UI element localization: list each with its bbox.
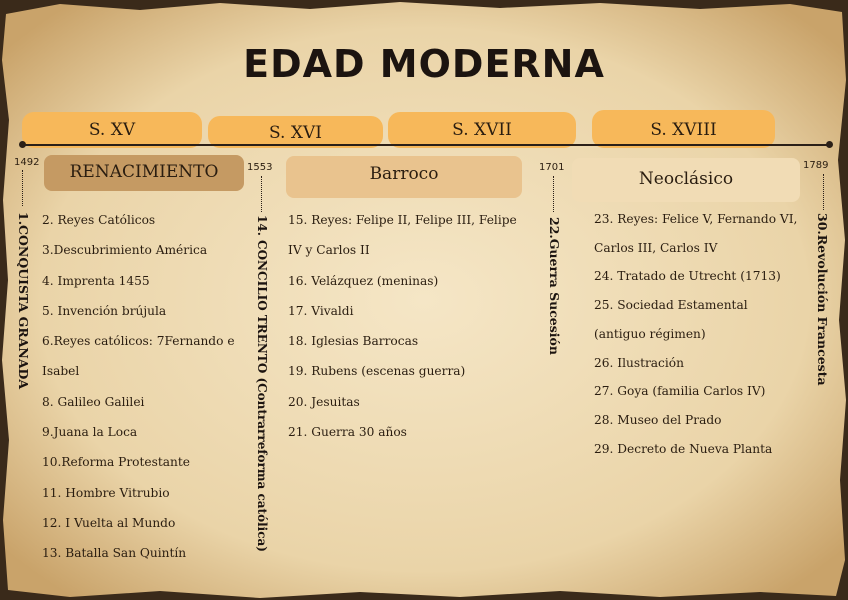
renacimiento-list <box>42 205 252 569</box>
century-label: S. XV <box>88 120 136 140</box>
period-barroco <box>286 156 522 198</box>
list-item: 12. I Vuelta al Mundo <box>42 515 176 530</box>
century-label: S. XVIII <box>650 120 717 140</box>
milestone-guerra-sucesion: 22.Guerra Sucesión <box>547 217 562 355</box>
year-label: 1492 <box>14 157 40 168</box>
century-band-xvii <box>388 112 576 148</box>
list-item: 18. Iglesias Barrocas <box>288 334 419 349</box>
list-item: IV y Carlos II <box>288 243 370 258</box>
list-item: 16. Velázquez (meninas) <box>288 273 439 288</box>
timeline-point <box>19 141 26 148</box>
century-band-xviii <box>592 110 775 148</box>
milestone-line <box>823 174 824 210</box>
list-item: (antiguo régimen) <box>594 326 706 341</box>
period-neoclasico <box>572 158 800 202</box>
list-item: 4. Imprenta 1455 <box>42 273 150 288</box>
milestone-line <box>553 176 554 212</box>
period-renacimiento <box>44 155 244 191</box>
century-label: S. XVI <box>269 123 322 143</box>
milestone-line <box>261 176 262 212</box>
milestone-conquista-granada: 1.CONQUISTA GRANADA <box>16 212 31 390</box>
list-item: 20. Jesuitas <box>288 394 360 409</box>
list-item: 28. Museo del Prado <box>594 412 722 427</box>
period-label: Barroco <box>369 164 439 184</box>
timeline-point <box>826 141 833 148</box>
list-item: 21. Guerra 30 años <box>288 425 407 440</box>
list-item: 25. Sociedad Estamental <box>594 298 748 313</box>
list-item: 29. Decreto de Nueva Planta <box>594 441 773 456</box>
year-label: 1789 <box>803 160 829 171</box>
milestone-revolucion-francesa: 30.Revolución Francesta <box>815 213 830 386</box>
timeline-axis <box>22 144 832 146</box>
list-item: 19. Rubens (escenas guerra) <box>288 364 466 379</box>
list-item: 27. Goya (familia Carlos IV) <box>594 384 766 399</box>
list-item: 23. Reyes: Felice V, Fernando VI, <box>594 212 798 226</box>
year-label: 1553 <box>247 162 273 173</box>
list-item: 24. Tratado de Utrecht (1713) <box>594 269 781 284</box>
list-item: 26. Ilustración <box>594 355 684 370</box>
list-item: Isabel <box>42 364 80 379</box>
list-item: 6.Reyes católicos: 7Fernando e <box>42 334 235 349</box>
year-label: 1701 <box>539 162 565 173</box>
list-item: 13. Batalla San Quintín <box>42 546 187 561</box>
century-label: S. XVII <box>452 120 512 140</box>
barroco-list <box>288 205 538 447</box>
list-item: 10.Reforma Protestante <box>42 455 190 470</box>
list-item: 11. Hombre Vitrubio <box>42 485 170 500</box>
list-item: 3.Descubrimiento América <box>42 243 208 258</box>
list-item: 5. Invención brújula <box>42 303 167 318</box>
milestone-concilio-trento: 14. CONCILIO TRENTO (Contrarreforma católica) <box>255 215 269 552</box>
list-item: 2. Reyes Católicos <box>42 213 156 227</box>
page-title: EDAD MODERNA <box>243 42 605 86</box>
neoclasico-list <box>594 205 804 463</box>
list-item: 8. Galileo Galilei <box>42 394 145 409</box>
list-item: 15. Reyes: Felipe II, Felipe III, Felipe <box>288 213 517 227</box>
list-item: 17. Vivaldi <box>288 303 354 318</box>
list-item: 9.Juana la Loca <box>42 425 138 440</box>
period-label: RENACIMIENTO <box>69 162 219 182</box>
milestone-line <box>22 170 23 206</box>
list-item: Carlos III, Carlos IV <box>594 240 718 255</box>
century-band-xv <box>22 112 202 148</box>
period-label: Neoclásico <box>638 169 734 189</box>
